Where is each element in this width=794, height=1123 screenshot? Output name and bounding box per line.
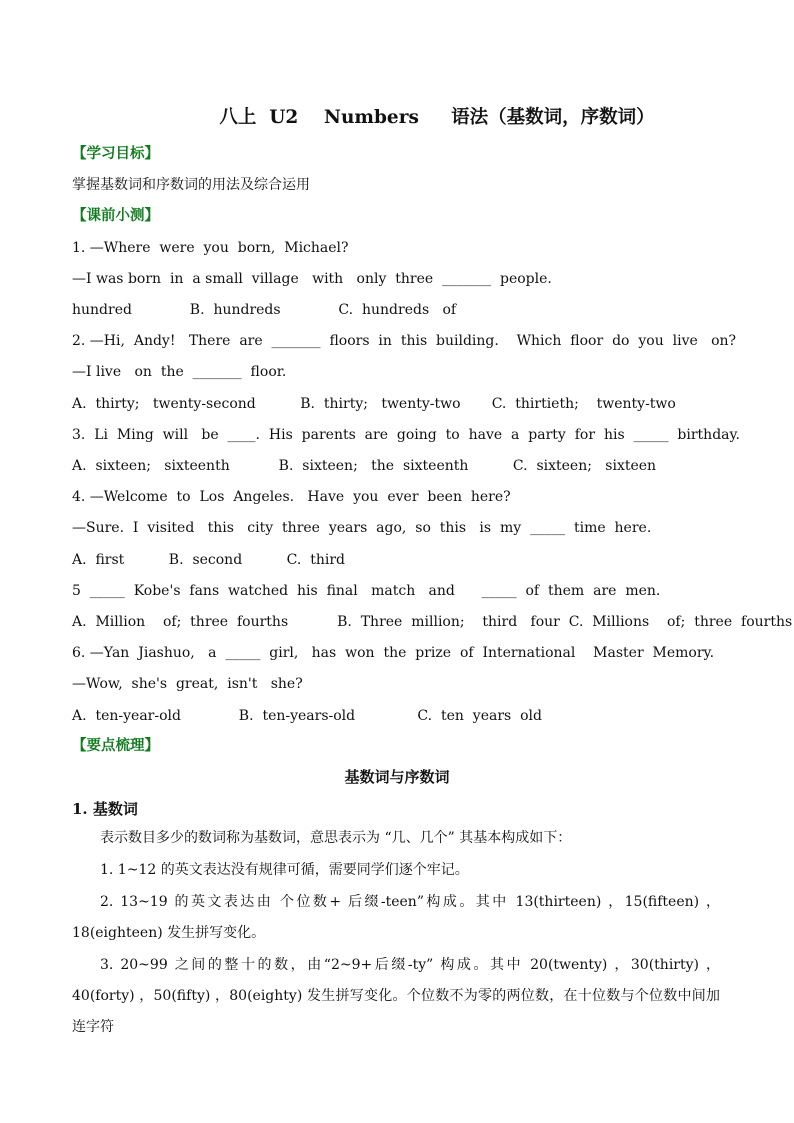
quiz-line-11: A. first B. second C. third — [72, 552, 345, 568]
section-learning-goal: 【学习目标】 — [72, 145, 159, 162]
quiz-line-12: 5 _____ Kobe's fans watched his final match and _____ of them are men. — [72, 583, 661, 599]
paragraph: 1. 1~12 的英文表达没有规律可循，需要同学们逐个牢记。 — [100, 862, 469, 878]
quiz-line-16: A. ten-year-old B. ten-years-old C. ten years old — [72, 708, 542, 724]
quiz-line-9: 4. —Welcome to Los Angeles. Have you ever been here? — [72, 489, 511, 505]
quiz-line-10: —Sure. I visited this city three years ago, so this is my _____ time here. — [72, 520, 652, 536]
quiz-line-13: A. Million of; three fourths B. Three million; third four C. Millions of; three fourths — [72, 614, 793, 630]
quiz-line-5: —I live on the _______ floor. — [72, 364, 287, 380]
paragraph: 3. 20~99 之间的整十的数，由“2~9+后缀-ty” 构成。其中 20(twenty) ，30(thirty) ，40(forty) ，50(fifty) ，80(eighty) 发生拼写变化。个位数不为零的两位数，在十位数与个位数中间加连字符 — [72, 957, 720, 1035]
quiz-line-2: —I was born in a small village with only three _______ people. — [72, 271, 552, 287]
heading-cardinal-numbers: 1. 基数词 — [72, 800, 138, 818]
page-title: 八上 U2 Numbers 语法（基数词，序数词） — [219, 107, 655, 128]
section-key-points: 【要点梳理】 — [72, 737, 159, 754]
subtitle: 基数词与序数词 — [344, 768, 450, 786]
paragraph: 表示数目多少的数词称为基数词，意思表示为 “几、几个” 其基本构成如下： — [100, 830, 572, 846]
section-pretest: 【课前小测】 — [72, 207, 159, 224]
quiz-line-8: A. sixteen; sixteenth B. sixteen; the sixteenth C. sixteen; sixteen — [72, 458, 657, 474]
quiz-line-6: A. thirty; twenty-second B. thirty; twenty-two C. thirtieth; twenty-two — [72, 396, 676, 412]
paragraph: 2. 13~19 的英文表达由 个位数+ 后缀-teen”构成。其中 13(thirteen) ，15(fifteen) ，18(eighteen) 发生拼写变化。 — [72, 894, 720, 941]
quiz-line-1: 1. —Where were you born, Michael? — [72, 240, 349, 256]
quiz-line-7: 3. Li Ming will be ____. His parents are going to have a party for his _____ birthday. — [72, 427, 741, 443]
goal-text: 掌握基数词和序数词的用法及综合运用 — [72, 177, 310, 193]
quiz-line-3: hundred B. hundreds C. hundreds of — [72, 302, 457, 318]
quiz-line-15: —Wow, she's great, isn't she? — [72, 676, 303, 692]
quiz-line-14: 6. —Yan Jiashuo, a _____ girl, has won the prize of International Master Memory. — [72, 645, 715, 661]
quiz-line-4: 2. —Hi, Andy! There are _______ floors in this building. Which floor do you live on? — [72, 333, 737, 349]
